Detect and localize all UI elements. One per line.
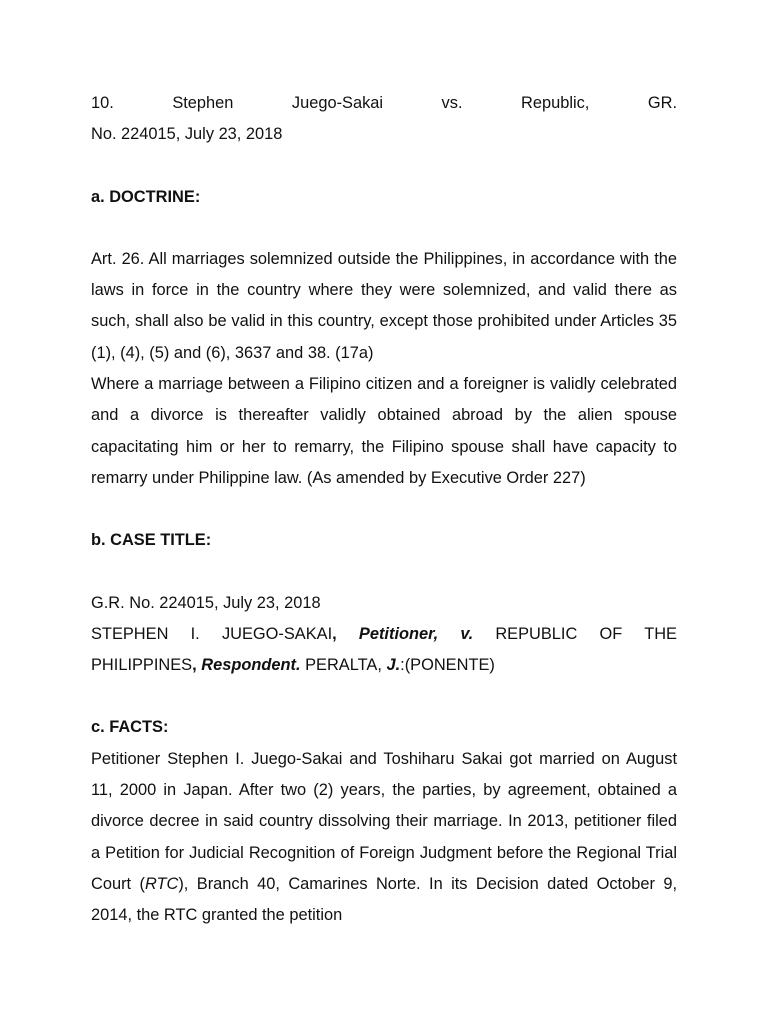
rtc-abbreviation: RTC [144, 874, 179, 893]
header-word: Republic, [521, 94, 590, 112]
facts-heading: c. FACTS: [91, 718, 169, 737]
doctrine-heading: a. DOCTRINE: [91, 187, 201, 206]
header-word: GR. [647, 94, 678, 112]
document-page [91, 88, 677, 932]
case-title-heading: b. CASE TITLE: [91, 531, 212, 550]
ponente-name: PERALTA, [305, 656, 382, 675]
parties-line-1 [91, 619, 677, 650]
party-word: REPUBLIC [495, 624, 578, 643]
party-word: I. [190, 624, 200, 643]
case-header-line-1 [91, 88, 677, 119]
party-word: OF [599, 624, 623, 643]
gr-number-line: G.R. No. 224015, July 23, 2018 [91, 593, 321, 612]
party-word: THE [644, 624, 677, 643]
respondent-label: Respondent. [201, 656, 301, 675]
header-word: vs. [441, 94, 463, 112]
header-word: Juego-Sakai [291, 94, 384, 112]
parties-line-2: PHILIPPINES, Respondent. PERALTA, J.:(PONENTE) [91, 656, 495, 675]
facts-paragraph: Petitioner Stephen I. Juego-Sakai and Toshiharu Sakai got married on August 11, 2000 in Japan. After two (2) years, the parties, by agreement, obtained a divorce decree in said country dissolving their marriage. In 2013, petitioner filed a Petition for Judicial Recognition of Foreign Judgment before the Regional Trial Court (RTC), Branch 40, Camarines Norte. In its Decision dated October 9, 2014, the RTC granted the petition [91, 749, 677, 925]
case-header-line-2: No. 224015, July 23, 2018 [91, 125, 283, 144]
header-word: Stephen [172, 94, 234, 112]
petitioner-name: JUEGO-SAKAI, Petitioner, v. [221, 624, 474, 643]
doctrine-paragraph-2: Where a marriage between a Filipino citizen and a foreigner is validly celebrated and a divorce is thereafter validly obtained abroad by the alien spouse capacitating him or her to remarry, the Filipino spouse shall have capacity to remarry under Philippine law. (As amended by Executive Order 227) [91, 375, 677, 487]
party-word: STEPHEN [91, 624, 169, 643]
case-number: 10. [91, 94, 114, 112]
doctrine-paragraph-1: Art. 26. All marriages solemnized outside the Philippines, in accordance with the laws in force in the country where they were solemnized, and valid there as such, shall also be valid in this country, except those prohibited under Articles 35 (1), (4), (5) and (6), 3637 and 38. (17a) [91, 249, 677, 362]
